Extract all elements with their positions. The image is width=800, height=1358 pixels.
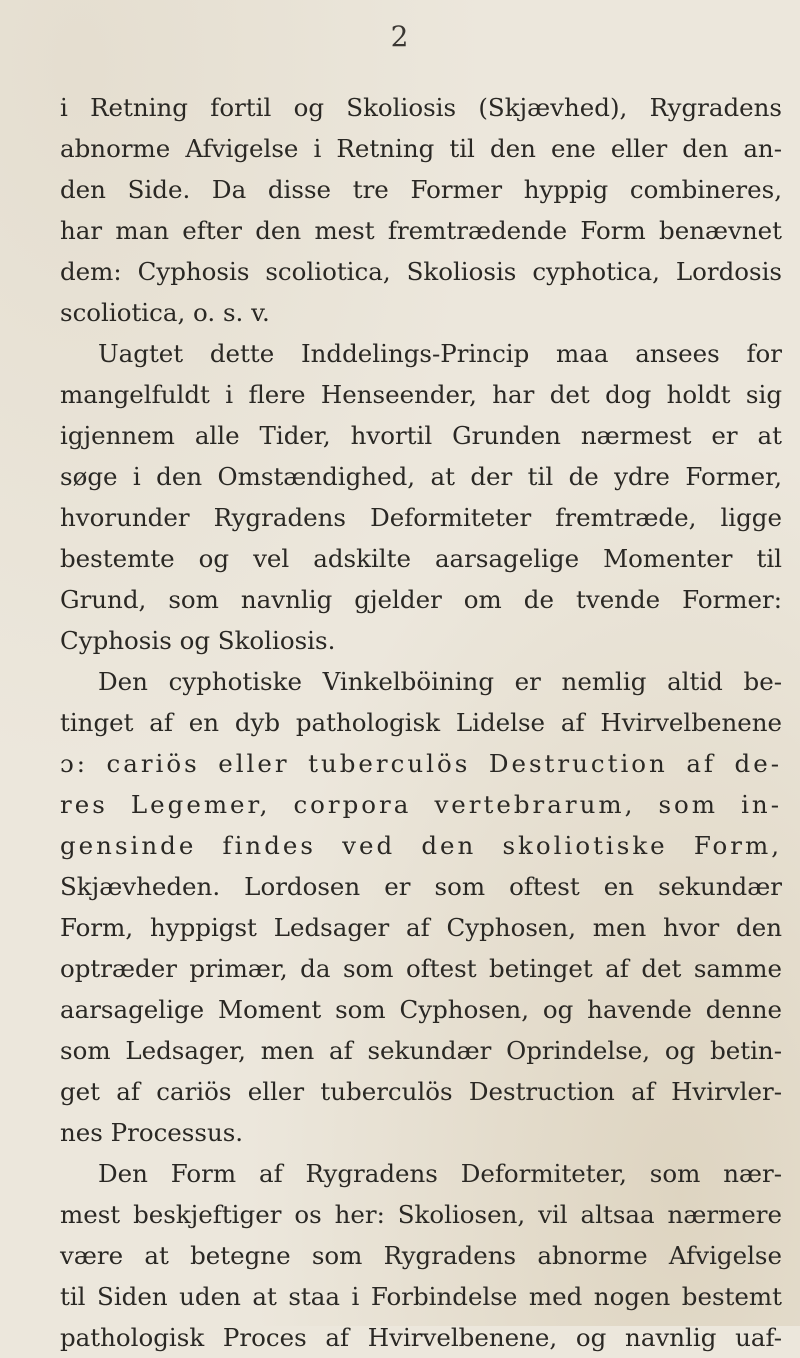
text-line: pathologisk Proces af Hvirvelbenene, og navnlig uaf- [60,1323,782,1352]
text-line: hvorunder Rygradens Deformiteter fremtræde, ligge [60,503,782,532]
text-line: har man efter den mest fremtrædende Form benævnet [60,216,782,245]
text-line: get af cariös eller tuberculös Destruction af Hvirvler- [60,1077,782,1106]
text-line: scoliotica, o. s. v. [60,298,270,327]
text-line: bestemte og vel adskilte aarsagelige Momenter til [60,544,782,573]
text-line: Uagtet dette Inddelings-Princip maa ansees for [98,339,782,368]
text-line: mest beskjeftiger os her: Skoliosen, vil altsaa nærmere [60,1200,782,1229]
text-line: den Side. Da disse tre Former hyppig combineres, [60,175,782,204]
text-line: res Legemer, corpora vertebrarum, som in- [60,790,782,819]
text-line: som Ledsager, men af sekundær Oprindelse, og betin- [60,1036,782,1065]
text-line: aarsagelige Moment som Cyphosen, og havende denne [60,995,782,1024]
text-line: abnorme Afvigelse i Retning til den ene eller den an- [60,134,782,163]
text-line: Den cyphotiske Vinkelböining er nemlig altid be- [98,667,782,696]
text-line: nes Processus. [60,1118,244,1147]
body-text [60,87,782,1358]
page-number: 2 [390,20,410,53]
text-line: i Retning fortil og Skoliosis (Skjævhed), Rygradens [60,93,782,122]
text-line: Den Form af Rygradens Deformiteter, som nær- [98,1159,782,1188]
text-line: igjennem alle Tider, hvortil Grunden nærmest er at [60,421,782,450]
text-line: ɔ: cariös eller tuberculös Destruction af de- [60,749,782,778]
text-line: Skjævheden. Lordosen er som oftest en sekundær [60,872,782,901]
text-line: være at betegne som Rygradens abnorme Afvigelse [60,1241,782,1270]
text-line: Cyphosis og Skoliosis. [60,626,336,655]
text-line: Grund, som navnlig gjelder om de tvende Former: [60,585,782,614]
text-line: til Siden uden at staa i Forbindelse med nogen bestemt [60,1282,782,1311]
text-line: mangelfuldt i flere Henseender, har det dog holdt sig [60,380,782,409]
text-line: optræder primær, da som oftest betinget af det samme [60,954,782,983]
text-line: Form, hyppigst Ledsager af Cyphosen, men hvor den [60,913,782,942]
text-line: søge i den Omstændighed, at der til de ydre Former, [60,462,782,491]
text-line: tinget af en dyb pathologisk Lidelse af Hvirvelbenene [60,708,782,737]
text-line: gensinde findes ved den skoliotiske Form, [60,831,782,860]
text-line: dem: Cyphosis scoliotica, Skoliosis cyphotica, Lordosis [60,257,782,286]
